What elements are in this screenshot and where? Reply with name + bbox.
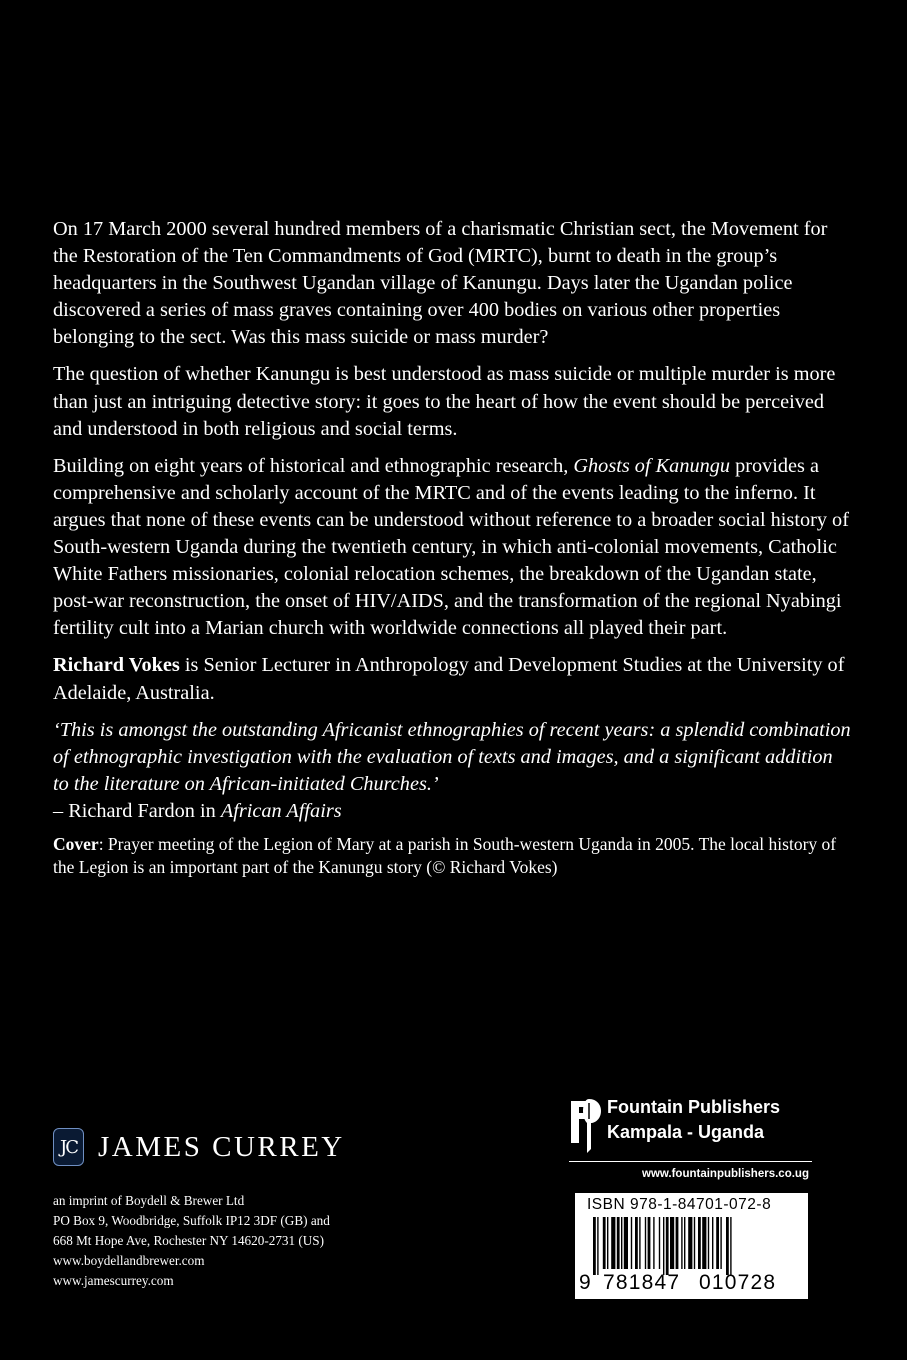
imprint-line: www.boydellandbrewer.com (53, 1253, 205, 1268)
barcode-bar (645, 1217, 646, 1269)
blurb-paragraph-2: The question of whether Kanungu is best understood as mass suicide or multiple murder is more than just an intriguing detective story: it goes to the heart of how the event should be perceived and understood in both religious and social terms. (53, 363, 836, 440)
copublisher-url: www.fountainpublishers.co.ug (569, 1161, 812, 1180)
barcode-bar (720, 1217, 721, 1269)
barcode-bar (631, 1217, 632, 1269)
barcode-bar (670, 1217, 674, 1269)
copublisher-location: Kampala - Uganda (607, 1122, 765, 1142)
barcode-bar (635, 1217, 638, 1269)
imprint-line: www.jamescurrey.com (53, 1273, 174, 1288)
barcode-bar (621, 1217, 622, 1269)
ean-first-digit: 9 (579, 1271, 592, 1294)
attribution-prefix: – Richard Fardon in (53, 799, 221, 822)
publisher-name: JAMES CURREY (98, 1130, 345, 1163)
copublisher-name: Fountain Publishers (607, 1097, 781, 1117)
barcode-bar (716, 1217, 719, 1269)
p3-intro: Building on eight years of historical and ethnographic research, (53, 454, 574, 477)
barcode-bar (730, 1217, 731, 1275)
james-currey-logo (53, 1128, 345, 1166)
barcode-bar (603, 1217, 606, 1269)
cover-text: : Prayer meeting of the Legion of Mary at a parish in South-western Uganda in 2005. The local history of the Legion is an important part of the Kanungu story (© Richard Vokes) (53, 833, 837, 877)
ean-right-group: 010728 (699, 1271, 777, 1294)
barcode-bar (684, 1217, 685, 1269)
fountain-pen-logo-icon (565, 1095, 603, 1153)
imprint-line: an imprint of Boydell & Brewer Ltd (53, 1193, 245, 1208)
cover-credit (53, 833, 853, 879)
barcode-bars (593, 1217, 793, 1275)
barcode-bar (688, 1217, 692, 1269)
jc-badge-icon: JC (53, 1128, 84, 1166)
barcode-bar (653, 1217, 654, 1269)
barcode-bar (607, 1217, 608, 1269)
barcode-bar (712, 1217, 713, 1269)
barcode-bar (726, 1217, 729, 1275)
barcode-bar (666, 1217, 669, 1275)
book-title: Ghosts of Kanungu (573, 454, 731, 477)
attribution-source: African Affairs (220, 799, 342, 822)
barcode-bar (597, 1217, 598, 1275)
barcode-bar (624, 1217, 628, 1269)
back-cover-blurb (53, 216, 853, 889)
isbn-number: ISBN 978-1-84701-072-8 (587, 1196, 772, 1213)
author-bio (53, 652, 853, 706)
barcode-bar (648, 1217, 651, 1269)
blurb-paragraph-3 (53, 453, 853, 643)
barcode-bar (617, 1217, 620, 1269)
imprint-line: PO Box 9, Woodbridge, Suffolk IP12 3DF (GB) and (53, 1213, 330, 1228)
barcode-bar (698, 1217, 701, 1269)
barcode-bar (681, 1217, 682, 1269)
isbn-barcode (575, 1193, 808, 1299)
author-bio-text: is Senior Lecturer in Anthropology and Development Studies at the University of Adelaide, Australia. (53, 654, 845, 704)
barcode-bar (659, 1217, 660, 1269)
p3-body: provides a comprehensive and scholarly account of the MRTC and of the events leading to the inferno. It argues that none of these events can be understood without reference to a broader social history of South-western Uganda during the twentieth century, in which anti-colonial movements, Catholic White Fathers missionaries, colonial relocation schemes, the breakdown of the Ugandan state, post-war reconstruction, the onset of HIV/AIDS, and the transformation of the regional Nyabingi fertility cult into a Marian church with worldwide connections all played their part. (53, 454, 849, 640)
barcode-bar (611, 1217, 615, 1269)
blurb-paragraph-1: On 17 March 2000 several hundred members of a charismatic Christian sect, the Movement for the Restoration of the Ten Commandments of God (MRTC), burnt to death in the group’s headquarters in the Southwest Ugandan village of Kanungu. Days later the Ugandan police discovered a series of mass graves containing over 400 bodies on various other properties belonging to the sect. Was this mass suicide or mass murder? (53, 218, 828, 349)
barcode-bar (639, 1217, 640, 1269)
barcode-bar (702, 1217, 706, 1269)
cover-label: Cover (53, 833, 99, 854)
review-attribution (53, 798, 853, 825)
imprint-line: 668 Mt Hope Ave, Rochester NY 14620-2731 (US) (53, 1233, 325, 1248)
ean-left-group: 781847 (603, 1271, 681, 1294)
barcode-bar (708, 1217, 709, 1269)
author-name: Richard Vokes (53, 654, 180, 677)
review-quote: ‘This is amongst the outstanding Africanist ethnographies of recent years: a splendid combination of ethnographic investigation with the evaluation of texts and images, and a significant addition to the literature on African-initiated Churches.’ (53, 718, 851, 795)
barcode-bar (676, 1217, 679, 1269)
barcode-bar (593, 1217, 596, 1275)
imprint-address (53, 1191, 330, 1291)
fountain-publishers-logo (565, 1095, 810, 1180)
barcode-bar (663, 1217, 664, 1275)
barcode-bar (694, 1217, 695, 1269)
